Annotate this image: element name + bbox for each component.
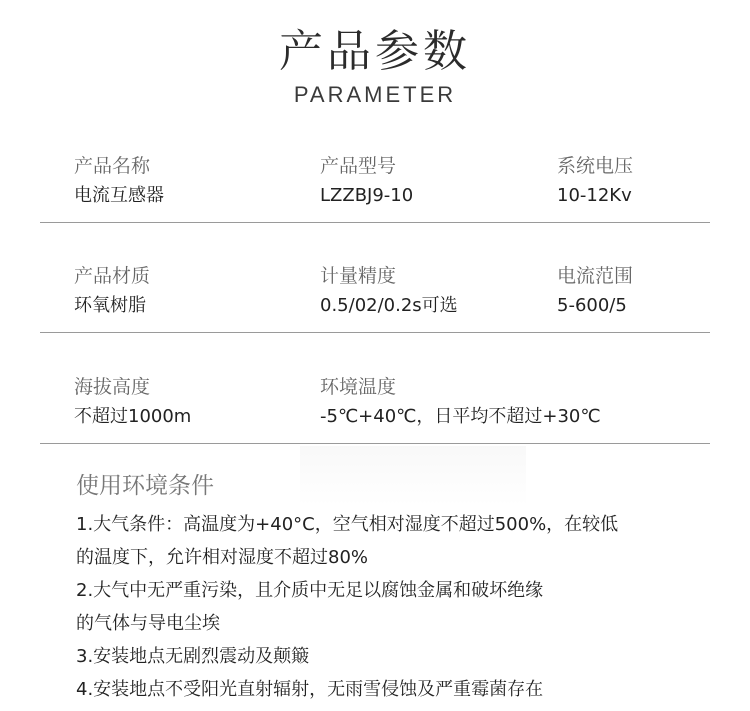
param-value: 0.5/02/0.2s可选 — [320, 295, 458, 316]
environment-line: 的温度下，允许相对湿度不超过80% — [76, 547, 369, 568]
param-value: 10-12Kv — [557, 185, 632, 206]
environment-line: 4.安装地点不受阳光直射辐射，无雨雪侵蚀及严重霉菌存在 — [76, 679, 544, 700]
environment-title: 使用环境条件 — [76, 473, 214, 499]
param-value: -5℃+40℃，日平均不超过+30℃ — [320, 406, 601, 427]
param-current-range — [557, 264, 633, 318]
param-material — [74, 264, 150, 318]
param-label: 海拔高度 — [74, 376, 151, 398]
param-label: 产品材质 — [74, 265, 151, 287]
environment-line: 2.大气中无严重污染，且介质中无足以腐蚀金属和破坏绝缘 — [76, 580, 544, 601]
param-value: 电流互感器 — [74, 185, 164, 206]
param-row — [40, 222, 710, 333]
param-altitude — [74, 375, 191, 429]
param-label: 产品名称 — [74, 155, 151, 177]
param-label: 环境温度 — [320, 376, 397, 398]
environment-conditions — [76, 508, 716, 706]
param-label: 系统电压 — [557, 155, 634, 177]
param-value: 5-600/5 — [557, 295, 627, 316]
environment-line: 1.大气条件：高温度为+40°C，空气相对湿度不超过500%，在较低 — [76, 514, 619, 535]
param-system-voltage — [557, 154, 633, 208]
param-label: 电流范围 — [557, 265, 634, 287]
environment-line: 3.安装地点无剧烈震动及颠簸 — [76, 646, 310, 667]
page-subtitle: PARAMETER — [293, 82, 457, 107]
param-label: 产品型号 — [320, 155, 397, 177]
param-row — [40, 112, 710, 223]
page-title: 产品参数 — [279, 26, 471, 77]
param-row — [40, 333, 710, 444]
param-value: LZZBJ9-10 — [320, 185, 414, 206]
param-label: 计量精度 — [320, 265, 397, 287]
param-accuracy — [320, 264, 458, 318]
param-product-name — [74, 154, 164, 208]
environment-line: 的气体与导电尘埃 — [76, 613, 220, 634]
param-ambient-temperature — [320, 375, 601, 429]
param-value: 环氧树脂 — [74, 295, 146, 316]
param-product-model — [320, 154, 413, 208]
param-value: 不超过1000m — [74, 406, 192, 427]
decorative-fade — [300, 446, 526, 506]
